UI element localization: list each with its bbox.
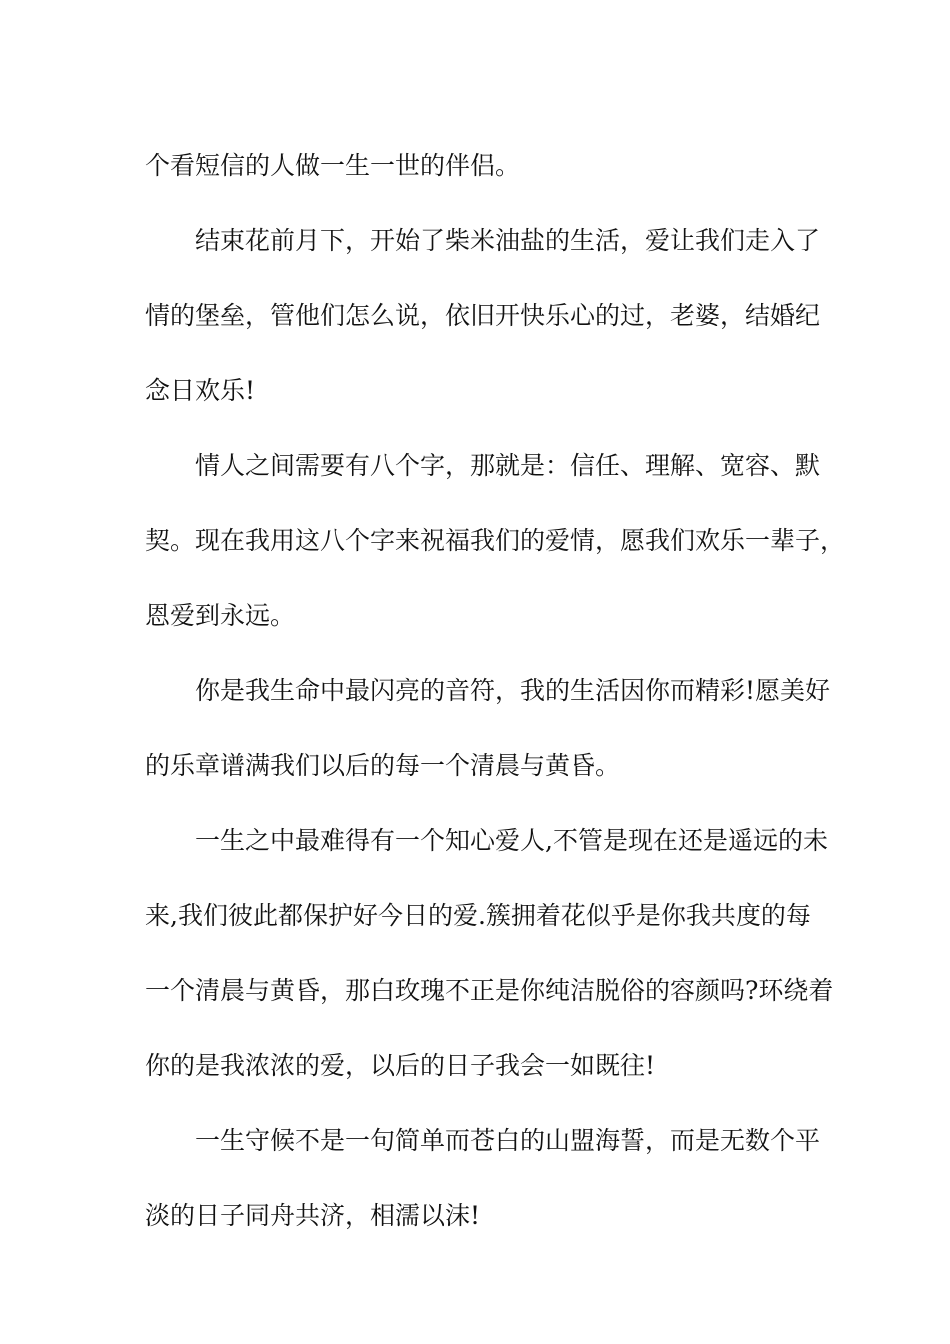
- text-line: 结束花前月下，开始了柴米油盐的生活，爱让我们走入了: [195, 226, 821, 255]
- text-line: 淡的日子同舟共济，相濡以沫!: [145, 1201, 481, 1230]
- text-line: 契。现在我用这八个字来祝福我们的爱情，愿我们欢乐一辈子，: [145, 526, 846, 555]
- text-line: 来,我们彼此都保护好今日的爱.簇拥着花似乎是你我共度的每: [145, 901, 811, 930]
- text-line: 情人之间需要有八个字，那就是：信任、理解、宽容、默: [195, 451, 821, 480]
- body-text: [145, 128, 846, 1253]
- paragraph: [145, 128, 810, 203]
- text-line: 你是我生命中最闪亮的音符，我的生活因你而精彩!愿美好: [195, 676, 831, 705]
- paragraph: [145, 803, 834, 1103]
- text-line: 个看短信的人做一生一世的伴侣。: [145, 151, 521, 180]
- text-line: 念日欢乐!: [145, 376, 256, 405]
- paragraph: [145, 1103, 821, 1253]
- text-line: 一个清晨与黄昏，那白玫瑰不正是你纯洁脱俗的容颜吗?环绕着: [145, 976, 834, 1005]
- paragraph: [145, 428, 846, 653]
- paragraph: [145, 203, 821, 428]
- text-line: 恩爱到永远。: [145, 601, 296, 630]
- text-line: 你的是我浓浓的爱，以后的日子我会一如既往!: [145, 1051, 656, 1080]
- text-line: 一生之中最难得有一个知心爱人,不管是现在还是遥远的未: [195, 826, 828, 855]
- paragraph: [145, 653, 831, 803]
- text-line: 一生守候不是一句简单而苍白的山盟海誓，而是无数个平: [195, 1126, 821, 1155]
- text-line: 的乐章谱满我们以后的每一个清晨与黄昏。: [145, 751, 621, 780]
- text-line: 情的堡垒，管他们怎么说，依旧开快乐心的过，老婆，结婚纪: [145, 301, 821, 330]
